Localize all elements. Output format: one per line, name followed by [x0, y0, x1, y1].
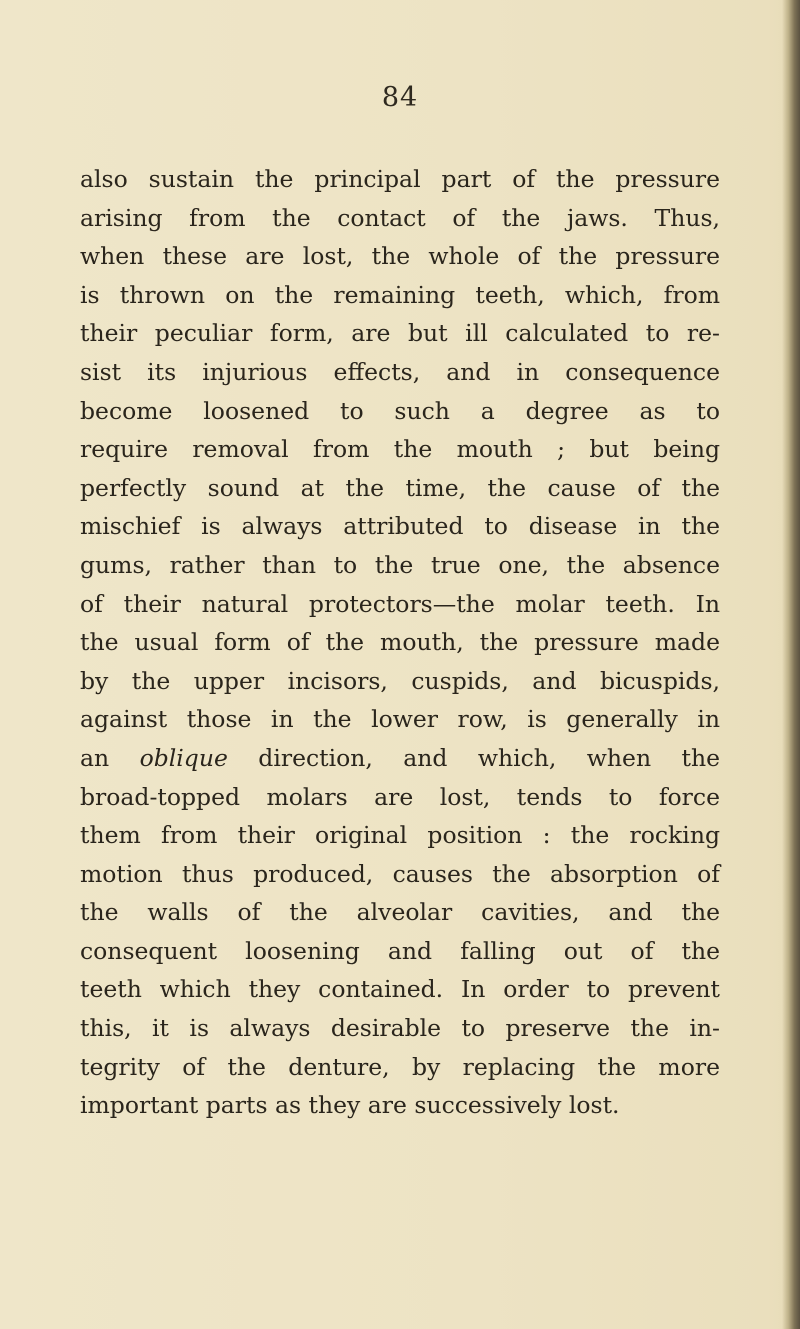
text-line: this, it is always desirable to preserve the in-: [80, 1014, 720, 1043]
text-line: gums, rather than to the true one, the absence: [80, 550, 720, 579]
text-line: sist its injurious effects, and in consequence: [80, 357, 720, 386]
text-line: them from their original position : the rocking: [80, 821, 720, 850]
text-line: consequent loosening and falling out of the: [80, 936, 720, 965]
text-line: when these are lost, the whole of the pressure: [80, 242, 720, 271]
text-line: the usual form of the mouth, the pressure made: [80, 628, 720, 657]
text-line: the walls of the alveolar cavities, and the: [80, 898, 720, 927]
text-line: perfectly sound at the time, the cause of the: [80, 473, 720, 502]
text-line: become loosened to such a degree as to: [80, 396, 720, 425]
text-run: direction, and which, when the: [227, 743, 720, 772]
text-line: mischief is always attributed to disease in the: [80, 512, 720, 541]
page-number: 84: [381, 82, 419, 113]
text-line: require removal from the mouth ; but being: [80, 435, 720, 464]
text-line: their peculiar form, are but ill calculated to re-: [80, 319, 720, 348]
text-line: is thrown on the remaining teeth, which, from: [80, 280, 720, 309]
text-line: also sustain the principal part of the pressure: [80, 165, 720, 193]
text-line: arising from the contact of the jaws. Thus,: [80, 203, 720, 232]
text-line-with-italic: [80, 739, 720, 778]
body-text: [80, 160, 720, 1125]
text-line: motion thus produced, causes the absorption of: [80, 859, 720, 888]
page-edge-shadow: [782, 0, 800, 1329]
text-line: important parts as they are successively lost.: [80, 1091, 620, 1120]
italic-word: oblique: [139, 743, 228, 772]
text-line: against those in the lower row, is generally in: [80, 705, 720, 734]
text-line: tegrity of the denture, by replacing the more: [80, 1052, 720, 1081]
text-line: of their natural protectors—the molar teeth. In: [80, 589, 720, 618]
text-run: an: [80, 743, 140, 772]
text-line: by the upper incisors, cuspids, and bicuspids,: [80, 666, 720, 695]
text-line: teeth which they contained. In order to prevent: [80, 975, 720, 1004]
text-line: broad-topped molars are lost, tends to force: [80, 782, 720, 811]
